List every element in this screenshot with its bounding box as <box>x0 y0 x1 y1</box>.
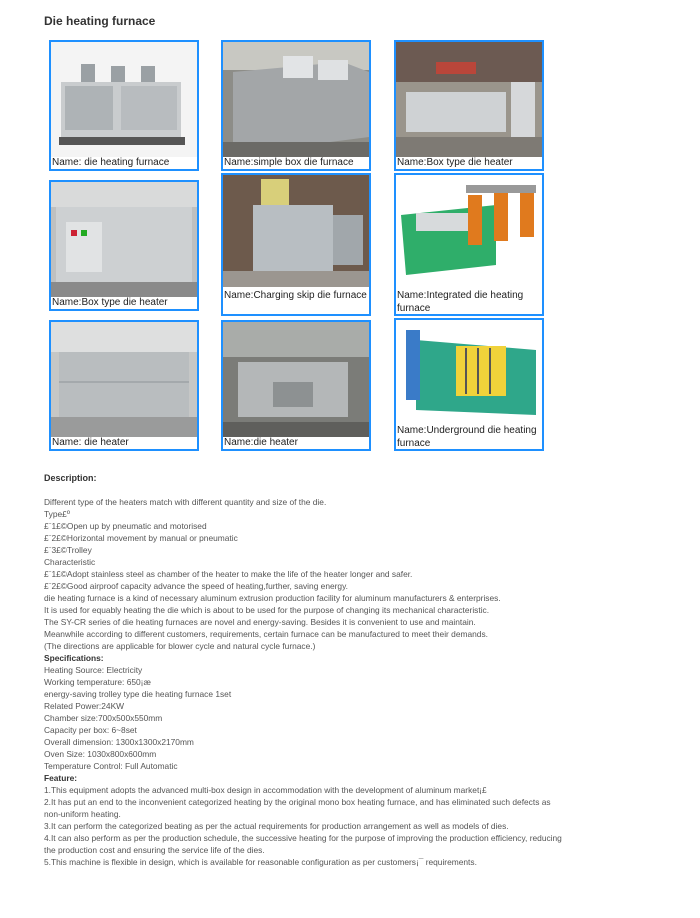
product-photo[interactable] <box>396 175 542 287</box>
description-line: (The directions are applicable for blower cycle and natural cycle furnace.) <box>44 641 316 651</box>
description-line: Characteristic <box>44 557 96 567</box>
spec-line: Temperature Control: Full Automatic <box>44 761 178 771</box>
description-line: £¨1£©Open up by pneumatic and motorised <box>44 521 207 531</box>
gallery-card[interactable] <box>394 318 544 451</box>
description-line: £¨2£©Horizontal movement by manual or pneumatic <box>44 533 238 543</box>
photo-caption: Name:Box type die heater <box>397 157 513 168</box>
product-details <box>44 496 564 868</box>
gallery-card[interactable] <box>221 173 371 316</box>
product-photo[interactable] <box>396 42 542 157</box>
feature-line: 4.It can also perform as per the production schedule, the successive heating for the purpose of improving the production efficiency, reducing the production cost and ensuring the service life of the dies. <box>44 833 562 855</box>
photo-caption: Name:simple box die furnace <box>224 157 354 168</box>
description-heading: Description: <box>44 473 97 483</box>
spec-line: Related Power:24KW <box>44 701 125 711</box>
spec-line: energy-saving trolley type die heating furnace 1set <box>44 689 232 699</box>
photo-caption: Name:Box type die heater <box>52 297 168 308</box>
product-photo[interactable] <box>51 182 197 297</box>
gallery-card[interactable] <box>221 40 371 171</box>
description-line: £¨3£©Trolley <box>44 545 92 555</box>
spec-line: Working temperature: 650¡æ <box>44 677 151 687</box>
description-line: Different type of the heaters match with different quantity and size of the die. <box>44 497 327 507</box>
description-line: £¨1£©Adopt stainless steel as chamber of the heater to make the life of the heater longer and safer. <box>44 569 413 579</box>
spec-line: Heating Source: Electricity <box>44 665 143 675</box>
feature-line: 1.This equipment adopts the advanced multi-box design in accommodation with the development of aluminum market¡£ <box>44 785 487 795</box>
gallery-card[interactable] <box>394 173 544 316</box>
spec-line: Capacity per box: 6~8set <box>44 725 137 735</box>
description-line: It is used for equably heating the die which is about to be used for the purpose of changing its mechanical characteristic. <box>44 605 490 615</box>
product-photo[interactable] <box>51 42 197 157</box>
description-line: £¨2£©Good airproof capacity advance the speed of heating,further, saving energy. <box>44 581 348 591</box>
gallery-card[interactable] <box>49 180 199 311</box>
product-photo[interactable] <box>223 42 369 157</box>
description-line: Type£º <box>44 509 70 519</box>
photo-caption: Name: die heating furnace <box>52 157 170 168</box>
photo-caption: Name:Integrated die heating furnace <box>397 290 524 314</box>
gallery-card[interactable] <box>394 40 544 171</box>
feature-line: 3.It can perform the categorized beating as per the actual requirements for production arrangement as well as models of dies. <box>44 821 509 831</box>
photo-caption: Name: die heater <box>52 437 129 448</box>
feature-heading: Feature: <box>44 773 78 783</box>
description-line: The SY-CR series of die heating furnaces are novel and energy-saving. Besides it is convenient to use and maintain. <box>44 617 476 627</box>
product-photo[interactable] <box>396 320 542 424</box>
spec-line: Overall dimension: 1300x1300x2170mm <box>44 737 194 747</box>
spec-line: Chamber size:700x500x550mm <box>44 713 163 723</box>
photo-caption: Name:die heater <box>224 437 298 448</box>
description-line: die heating furnace is a kind of necessary aluminum extrusion production facility for aluminum manufacturers & enterprises. <box>44 593 501 603</box>
product-photo[interactable] <box>223 322 369 437</box>
feature-line: 2.It has put an end to the inconvenient categorized heating by the original mono box heating furnace, and has eliminated such defects as non-uniform heating. <box>44 797 551 819</box>
product-photo[interactable] <box>51 322 197 437</box>
gallery-card[interactable] <box>49 320 199 451</box>
photo-caption: Name:Charging skip die furnace <box>224 290 367 301</box>
specifications-heading: Specifications: <box>44 653 104 663</box>
description-line: Meanwhile according to different customers, requirements, certain furnace can be manufactured to meet their demands. <box>44 629 488 639</box>
spec-line: Oven Size: 1030x800x600mm <box>44 749 157 759</box>
feature-line: 5.This machine is flexible in design, which is available for reasonable configuration as per customers¡¯ requirements. <box>44 857 477 867</box>
photo-caption: Name:Underground die heating furnace <box>397 425 537 449</box>
gallery-card[interactable] <box>221 320 371 451</box>
gallery-card[interactable] <box>49 40 199 171</box>
page-title: Die heating furnace <box>44 14 156 28</box>
product-photo[interactable] <box>223 175 369 287</box>
